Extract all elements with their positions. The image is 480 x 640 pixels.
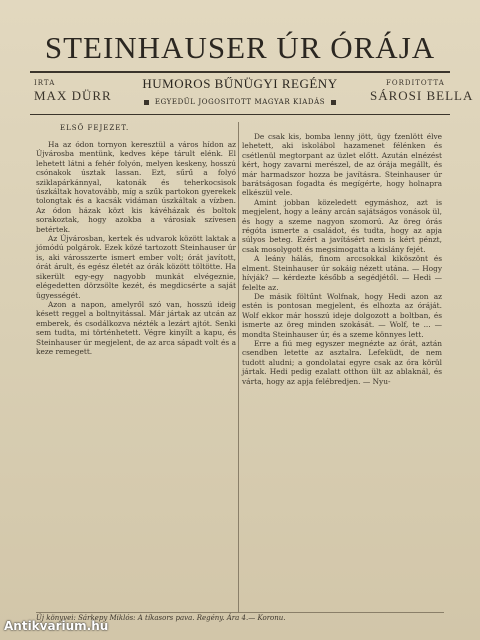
footer-ad: Új könyvei: Sárkepy Miklós: A tíkasors pava. Regény. Ára 4.— Koronu. (36, 614, 286, 622)
paragraph: Az Újvárosban, kertek és udvarok között laktak a jómódú polgárok. Ezek közé tartozott Steinhauser úr is, aki városszerte ismert ember volt; órát javított, órát árult, és egész életét az órák között töltötte. Ha sikerült egy-egy nagyobb munkát elvégeznie, elégedetten dörzsölte kezét, és megdicsérte a saját ügyességét. (36, 234, 236, 300)
right-column (242, 132, 442, 386)
edition-note (120, 98, 360, 106)
paragraph: Ha az ódon tornyon keresztül a város hídon az Újvárosba mentünk, kedves képe tárult elénk. El lehetett látni a fehér folyón, melyen keskeny, hosszú csónakok úsztak lassan. Ezt, sűrű a folyó sziklapárkánnyal, katonák és teherkocsisok úszkáltak hovatovább, míg a szűk partokon gyerekek tolongtak és a kacsák vidáman úszkáltak a vízben. Az ódon házak közt kis kávéházak és boltok sorakoztak, hogy azokba a városiak szívesen betértek. (36, 140, 236, 234)
edition-text: EGYEDÜL JOGOSITOTT MAGYAR KIADÁS (154, 98, 326, 106)
translator-label: FORDITOTTA (386, 79, 445, 87)
paragraph: De csak kis, bomba lenny jött, ügy ťzenlött élve lehetett, aki iskolábol hazamenet félénken és csétlenül megtorpant az üzlet előtt. Azután elnézést kért, hogy zavarni merészel, de az órája megállt, és már harmadszor hozza be javításra. Steinhauser úr barátságosan fogadta és megígérte, hogy holnapra elkészül vele. (242, 132, 442, 198)
column-divider (238, 122, 239, 612)
chapter-heading: ELSŐ FEJEZET. (60, 124, 130, 132)
left-column (36, 140, 236, 356)
paragraph: De másik föltűnt Wolfnak, hogy Hedi azon az estén is pontosan megjelent, és elhozta az óráját. Wolf ekkor már hosszú ideje dolgozott a boltban, és ismerte az öreg minden szokását. — Wolf, te ... — mondta Steinhauser úr, és a szeme könnyes lett. (242, 291, 442, 339)
author-name: MAX DÜRR (34, 88, 112, 103)
paragraph: Erre a fiú meg egyszer megnézte az órát, aztán csendben letette az asztalra. Lefeküdt, de nem tudott aludni; a gondolatai egyre csak az óra körül jártak. Hedi pedig ezalatt otthon ült az ablaknál, és várta, hogy az apja felébredjen. — Nyu- (242, 338, 442, 386)
page-title: STEINHAUSER ÚR ÓRÁJA (44, 30, 436, 65)
header-rule (30, 114, 450, 115)
author-label: IRTA (34, 79, 56, 87)
paragraph: A leány hálás, finom arccsokkal kiköszönt és elment. Steinhauser úr sokáig nézett utána. — Hogy hívják? — kérdezte később a segédjétől. — Hedi — felelte az. (242, 254, 442, 292)
title-rule (30, 71, 450, 73)
paragraph: Amint jobban közeledett egymáshoz, azt is megjelent, hogy a leány arcán sajátságos vonások ül, és hogy a szeme nagyon szomorú. Az öreg órás régóta ismerte a családot, és tudta, hogy az apja súlyos beteg. Ezért a javításért nem is kért pénzt, csak mosolygott és megsimogatta a kislány fejét. (242, 197, 442, 254)
translator-name: SÁROSI BELLA (370, 88, 474, 103)
footer-rule (36, 612, 444, 613)
paragraph: Azon a napon, amelyről szó van, hosszú ideig késett reggel a boltnyitással. Már jártak az utcán az emberek, és csodálkozva nézték a lezárt ajtót. Senki sem tudta, mi történhetett. Végre kinyílt a kapu, és Steinhauser úr megjelent, de az arca sápadt volt és a keze remegett. (36, 299, 236, 356)
watermark: Antikvarium.hu (4, 619, 109, 633)
square-ornament-right (331, 100, 336, 105)
square-ornament-left (144, 100, 149, 105)
subtitle: HUMOROS BŰNÜGYI REGÉNY (142, 76, 338, 91)
